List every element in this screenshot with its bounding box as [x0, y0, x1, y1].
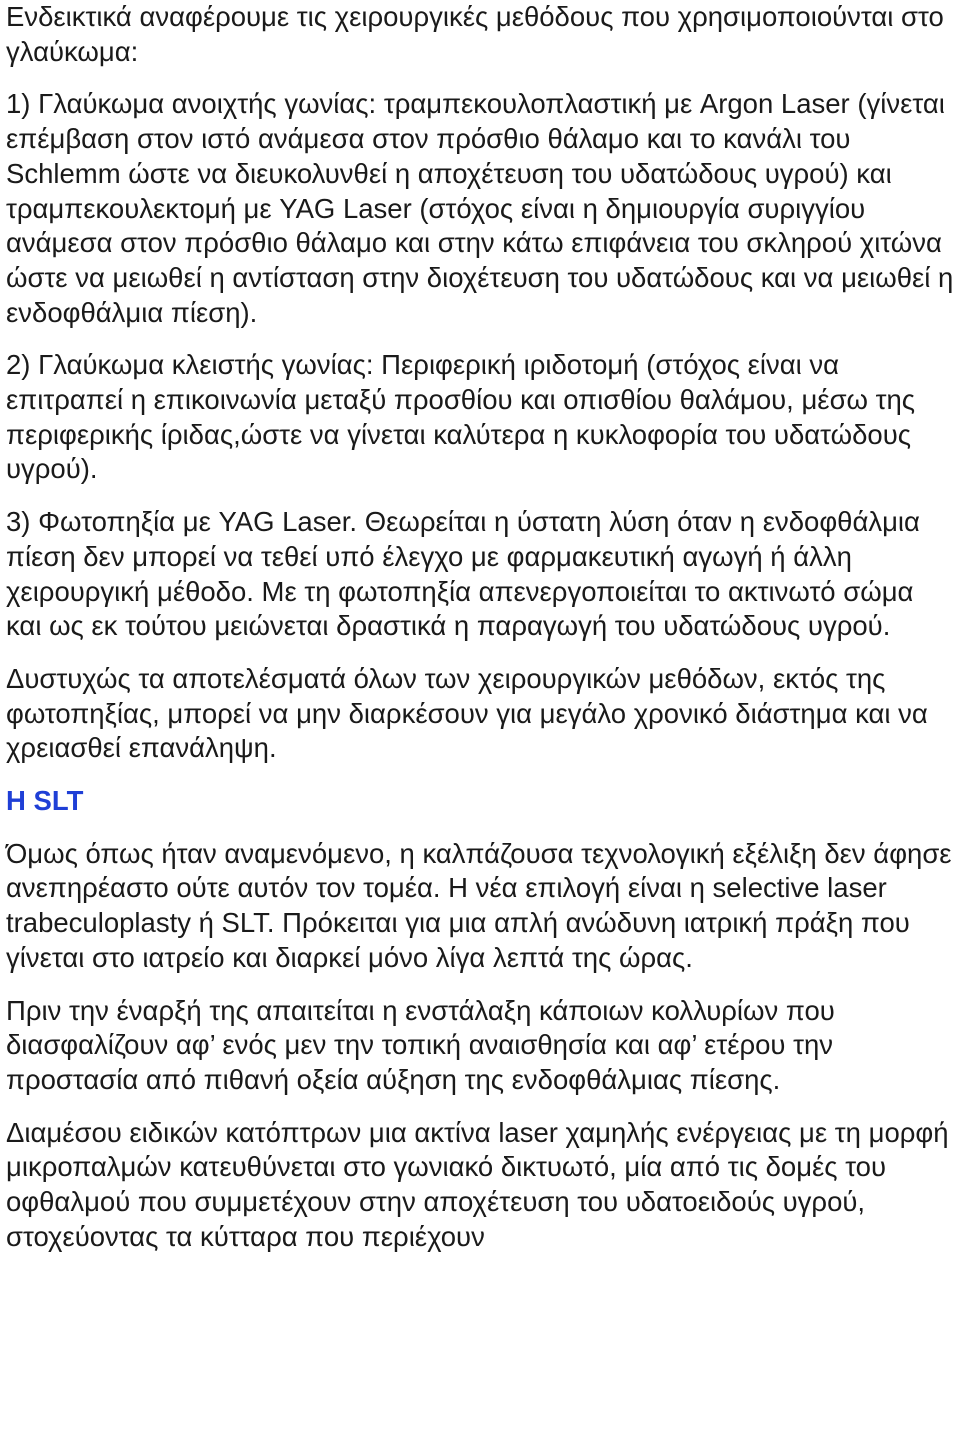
method-closed-angle-paragraph: 2) Γλαύκωμα κλειστής γωνίας: Περιφερική ιριδοτομή (στόχος είναι να επιτραπεί η επικοινωνία μεταξύ προσθίου και οπισθίου θαλάμου, μέσω της περιφερικής ίριδας,ώστε να γίνεται καλύτερα η κυκλοφορία του υδατώδους υγρού). [6, 349, 916, 485]
slt-heading: Η SLT [6, 785, 84, 817]
results-paragraph: Δυστυχώς τα αποτελέσματά όλων των χειρουργικών μεθόδων, εκτός της φωτοπηξίας, μπορεί να μην διαρκέσουν για μεγάλο χρονικό διάστημα και να χρειασθεί επανάληψη. [6, 662, 928, 764]
slt-procedure-paragraph: Διαμέσου ειδικών κατόπτρων μια ακτίνα laser χαμηλής ενέργειας με τη μορφή μικροπαλμών κατευθύνεται στο γωνιακό δικτυωτό, μία από τις δομές του οφθαλμού που συμμετέχουν στην αποχέτευση του υδατοειδούς υγρού, στοχεύοντας τα κύτταρα που περιέχουν [6, 1116, 949, 1252]
document-body [6, 0, 956, 1273]
method-photocoagulation-paragraph: 3) Φωτοπηξία με YAG Laser. Θεωρείται η ύστατη λύση όταν η ενδοφθάλμια πίεση δεν μπορεί να τεθεί υπό έλεγχο με φαρμακευτική αγωγή ή άλλη χειρουργική μέθοδο. Με τη φωτοπηξία απενεργοποιείται το ακτινωτό σώμα και ως εκ τούτου μειώνεται δραστικά η παραγωγή του υδατώδους υγρού. [6, 506, 920, 642]
method-open-angle-paragraph: 1) Γλαύκωμα ανοιχτής γωνίας: τραμπεκουλοπλαστική με Argon Laser (γίνεται επέμβαση στον ιστό ανάμεσα στον πρόσθιο θάλαμο και το κανάλι του Schlemm ώστε να διευκολυνθεί η αποχέτευση του υδατώδους υγρού) και τραμπεκουλεκτομή με YAG Laser (στόχος είναι η δημιουργία συριγγίου ανάμεσα στον πρόσθιο θάλαμο και στην κάτω επιφάνεια του σκληρού χιτώνα ώστε να μειωθεί η αντίσταση στην διοχέτευση του υδατώδους και να μειωθεί η ενδοφθάλμια πίεση). [6, 88, 954, 328]
slt-preparation-paragraph: Πριν την έναρξή της απαιτείται η ενστάλαξη κάποιων κολλυρίων που διασφαλίζουν αφ’ ενός μεν την τοπική αναισθησία και αφ’ ετέρου την προστασία από πιθανή οξεία αύξηση της ενδοφθάλμιας πίεσης. [6, 994, 835, 1095]
intro-paragraph: Ενδεικτικά αναφέρουμε τις χειρουργικές μεθόδους που χρησιμοποιούνται στο γλαύκωμα: [6, 1, 944, 67]
slt-intro-paragraph: Όμως όπως ήταν αναμενόμενο, η καλπάζουσα τεχνολογική εξέλιξη δεν άφησε ανεπηρέαστο ούτε αυτόν τον τομέα. Η νέα επιλογή είναι η selective laser trabeculoplasty ή SLT. Πρόκειται για μια απλή ανώδυνη ιατρική πράξη που γίνεται στο ιατρείο και διαρκεί μόνο λίγα λεπτά της ώρας. [6, 837, 952, 973]
